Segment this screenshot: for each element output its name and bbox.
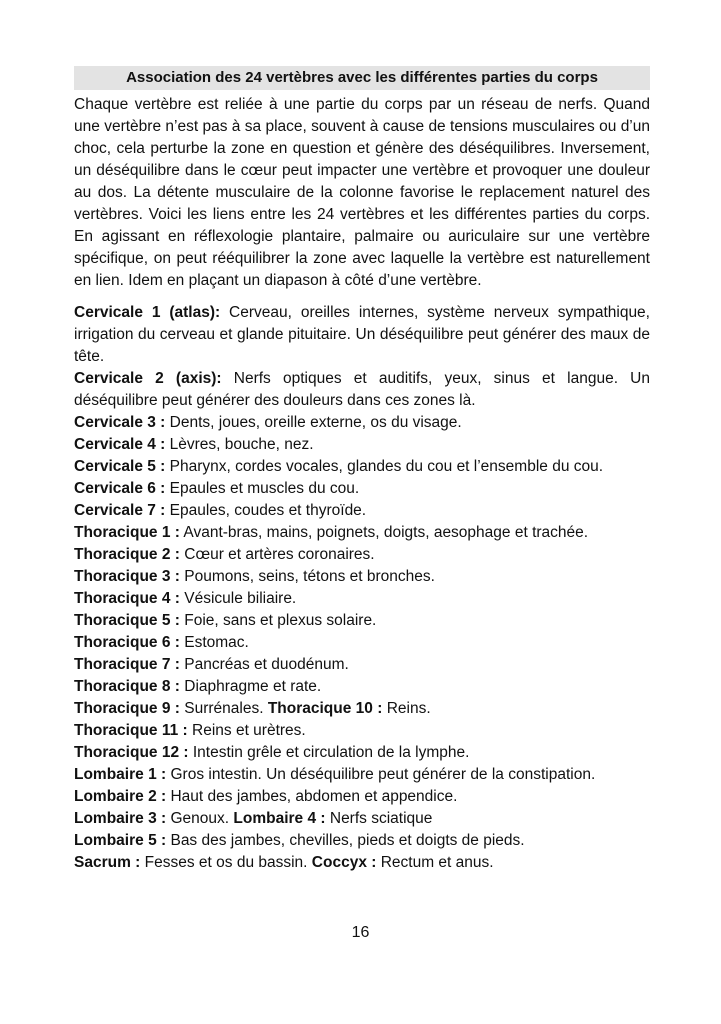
intro-paragraph: Chaque vertèbre est reliée à une partie du corps par un réseau de nerfs. Quand une vertèbre n’est pas à sa place, souvent à cause de tensions musculaires ou d’un choc, cela perturbe la zone en question et génère des déséquilibres. Inversement, un déséquilibre dans le cœur peut impacter une vertèbre et provoquer une douleur au dos. La détente musculaire de la colonne favorise le replacement naturel des vertèbres. Voici les liens entre les 24 vertèbres et les différentes parties du corps. En agissant en réflexologie plantaire, palmaire ou auriculaire sur une vertèbre spécifique, on peut rééquilibrer la zone avec laquelle la vertèbre est naturellement en lien. Idem en plaçant un diapason à côté d’une vertèbre.	[74, 96, 650, 289]
vertebra-description: Dents, joues, oreille externe, os du visage.	[165, 414, 462, 431]
vertebra-description: Foie, sans et plexus solaire.	[179, 612, 377, 629]
vertebra-description: Reins et urètres.	[187, 722, 306, 739]
vertebra-entry	[74, 566, 650, 588]
vertebra-description: Gros intestin. Un déséquilibre peut générer de la constipation.	[166, 766, 596, 783]
vertebra-entry	[74, 456, 650, 478]
vertebra-label: Cervicale 5 :	[74, 458, 166, 475]
vertebra-entry	[74, 852, 650, 874]
vertebra-entry	[74, 522, 650, 544]
vertebra-description: Cœur et artères coronaires.	[179, 546, 375, 563]
vertebrae-list	[74, 302, 650, 874]
vertebra-description: Nerfs sciatique	[325, 810, 433, 827]
vertebra-label: Thoracique 4 :	[74, 590, 180, 607]
vertebra-label: Cervicale 7 :	[74, 502, 166, 519]
vertebra-description: Pharynx, cordes vocales, glandes du cou et l’ensemble du cou.	[165, 458, 604, 475]
vertebra-label: Thoracique 12 :	[74, 744, 189, 761]
vertebra-entry	[74, 654, 650, 676]
vertebra-label: Thoracique 1 :	[74, 524, 180, 541]
vertebra-description: Reins.	[382, 700, 431, 717]
vertebra-label: Thoracique 7 :	[74, 656, 180, 673]
vertebra-entry	[74, 544, 650, 566]
vertebra-label: Thoracique 6 :	[74, 634, 180, 651]
vertebra-entry	[74, 830, 650, 852]
vertebra-description: Surrénales.	[179, 700, 268, 717]
vertebra-label: Thoracique 5 :	[74, 612, 180, 629]
vertebra-description: Genoux.	[166, 810, 234, 827]
vertebra-entry	[74, 808, 650, 830]
vertebra-description: Cerveau, oreilles internes, système nerveux sympathique, irrigation du cerveau et glande pituitaire. Un déséquilibre peut générer des maux de tête.	[74, 304, 650, 365]
vertebra-label: Lombaire 1 :	[74, 766, 167, 783]
vertebra-description: Haut des jambes, abdomen et appendice.	[166, 788, 458, 805]
vertebra-label: Lombaire 2 :	[74, 788, 167, 805]
vertebra-entry	[74, 434, 650, 456]
section-title: Association des 24 vertèbres avec les différentes parties du corps	[74, 66, 650, 90]
vertebra-description: Diaphragme et rate.	[179, 678, 322, 695]
vertebra-entry	[74, 720, 650, 742]
vertebra-description: Rectum et anus.	[376, 854, 494, 871]
vertebra-label: Cervicale 3 :	[74, 414, 166, 431]
vertebra-label: Sacrum :	[74, 854, 141, 871]
vertebra-label: Cervicale 2 (axis):	[74, 370, 222, 387]
vertebra-label: Lombaire 5 :	[74, 832, 167, 849]
vertebra-description: Nerfs optiques et auditifs, yeux, sinus et langue. Un déséquilibre peut générer des douleurs dans ces zones là.	[74, 370, 650, 409]
page-number: 16	[351, 924, 370, 941]
vertebra-description: Lèvres, bouche, nez.	[165, 436, 314, 453]
vertebra-label: Thoracique 2 :	[74, 546, 180, 563]
vertebra-label: Thoracique 3 :	[74, 568, 180, 585]
vertebra-entry	[74, 412, 650, 434]
vertebra-entry	[74, 368, 650, 412]
vertebra-entry	[74, 698, 650, 720]
vertebra-entry	[74, 302, 650, 368]
vertebra-label: Thoracique 11 :	[74, 722, 188, 739]
vertebra-entry	[74, 632, 650, 654]
vertebra-description: Pancréas et duodénum.	[179, 656, 349, 673]
vertebra-description: Fesses et os du bassin.	[140, 854, 312, 871]
vertebra-label: Thoracique 8 :	[74, 678, 180, 695]
vertebra-label: Thoracique 9 :	[74, 700, 180, 717]
vertebra-entry	[74, 786, 650, 808]
vertebra-label: Coccyx :	[311, 854, 377, 871]
vertebra-label: Lombaire 4 :	[233, 810, 326, 827]
vertebra-entry	[74, 588, 650, 610]
vertebra-entry	[74, 478, 650, 500]
vertebra-description: Bas des jambes, chevilles, pieds et doigts de pieds.	[166, 832, 525, 849]
vertebra-entry	[74, 610, 650, 632]
vertebra-label: Cervicale 1 (atlas):	[74, 304, 221, 321]
vertebra-description: Vésicule biliaire.	[179, 590, 297, 607]
vertebra-entry	[74, 500, 650, 522]
vertebra-label: Lombaire 3 :	[74, 810, 167, 827]
document-page	[74, 66, 650, 874]
vertebra-description: Epaules et muscles du cou.	[165, 480, 360, 497]
vertebra-description: Intestin grêle et circulation de la lymphe.	[188, 744, 470, 761]
vertebra-description: Poumons, seins, tétons et bronches.	[179, 568, 435, 585]
vertebra-label: Cervicale 4 :	[74, 436, 166, 453]
vertebra-label: Cervicale 6 :	[74, 480, 166, 497]
vertebra-entry	[74, 764, 650, 786]
vertebra-entry	[74, 676, 650, 698]
vertebra-description: Avant-bras, mains, poignets, doigts, aesophage et trachée.	[179, 524, 589, 541]
vertebra-entry	[74, 742, 650, 764]
vertebra-description: Estomac.	[179, 634, 249, 651]
vertebra-description: Epaules, coudes et thyroïde.	[165, 502, 367, 519]
vertebra-label: Thoracique 10 :	[267, 700, 383, 717]
